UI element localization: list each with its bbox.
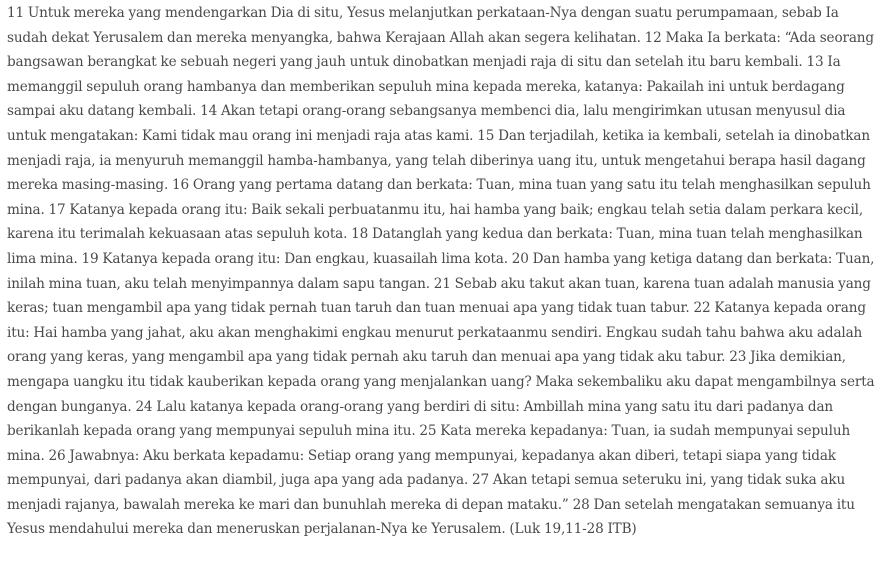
- verse-number: 11: [7, 5, 24, 21]
- verse-text: Katanya kepada orang itu: Dan engkau, kuasailah lima kota.: [102, 250, 508, 267]
- verse-number: 16: [172, 177, 190, 194]
- verse-number: 22: [693, 300, 711, 317]
- verse-number: 15: [477, 127, 495, 144]
- verse-number: 24: [135, 398, 153, 415]
- verse-number: 20: [511, 250, 529, 267]
- verse-text: Untuk mereka yang mendengarkan Dia di situ, Yesus melanjutkan perkataan-Nya dengan suatu perumpamaan, sebab Ia sudah dekat Yerusalem dan mereka menyangka, bahwa Kerajaan Allah akan segera kelihatan.: [7, 5, 839, 46]
- verse-text: Kata mereka kepadanya: Tuan, ia sudah mempunyai sepuluh mina.: [7, 423, 851, 464]
- verse-number: 23: [729, 349, 747, 366]
- verse-number: 18: [351, 226, 369, 243]
- verse-text: Akan tetapi orang-orang sebangsanya membenci dia, lalu mengirimkan utusan menyusul dia untuk mengatakan: Kami tidak mau orang ini menjadi raja atas kami.: [7, 103, 846, 144]
- verse-number: 26: [48, 447, 66, 464]
- verse-text: Dan setelah mengatakan semuanya itu Yesus mendahului mereka dan meneruskan perjalanan-Nya ke Yerusalem.: [7, 496, 855, 538]
- verse-text: Maka Ia berkata: “Ada seorang bangsawan berangkat ke sebuah negeri yang jauh untuk dinobatkan menjadi raja di situ dan setelah itu baru kembali.: [7, 29, 874, 71]
- verse-text: Dan hamba yang ketiga datang dan berkata: Tuan, inilah mina tuan, aku telah menyimpannya dalam sapu tangan.: [7, 250, 875, 292]
- verse-text: Dan terjadilah, ketika ia kembali, setelah ia dinobatkan menjadi raja, ia menyuruh memanggil hamba-hambanya, yang telah diberinya uang itu, untuk mengetahui berapa hasil dagang mereka masing-masing.: [7, 127, 870, 194]
- verse-number: 28: [572, 496, 590, 513]
- verse-text: Katanya kepada orang itu: Baik sekali perbuatanmu itu, hai hamba yang baik; engkau telah setia dalam perkara kecil, karena itu terimalah kekuasaan atas sepuluh kota.: [7, 201, 864, 243]
- verse-text: Sebab aku takut akan tuan, karena tuan adalah manusia yang keras; tuan mengambil apa yang tidak pernah tuan taruh dan tuan menuai apa yang tidak tuan tabur.: [7, 275, 871, 317]
- verse-text: Lalu katanya kepada orang-orang yang berdiri di situ: Ambillah mina yang satu itu dari padanya dan berikanlah kepada orang yang mempunyai sepuluh mina itu.: [7, 398, 834, 440]
- verse-text: Katanya kepada orang itu: Hai hamba yang jahat, aku akan menghakimi engkau menurut perkataanmu sendiri. Engkau sudah tahu bahwa aku adalah orang yang keras, yang mengambil apa yang tidak pernah aku taruh dan menuai apa yang tidak aku tabur.: [7, 300, 866, 366]
- citation: (Luk 19,11-28 ITB): [509, 521, 637, 538]
- verse-text: Jawabnya: Aku berkata kepadamu: Setiap orang yang mempunyai, kepadanya akan diberi, tetapi siapa yang tidak mempunyai, dari padanya akan diambil, juga apa yang ada padanya.: [7, 447, 836, 489]
- verse-text: Orang yang pertama datang dan berkata: Tuan, mina tuan yang satu itu telah menghasilkan sepuluh mina.: [7, 177, 871, 218]
- verse-number: 21: [433, 275, 451, 292]
- verse-number: 13: [806, 54, 824, 71]
- verse-number: 25: [419, 423, 437, 440]
- verse-number: 12: [644, 29, 662, 46]
- verse-number: 19: [81, 250, 99, 267]
- verse-number: 27: [472, 472, 490, 489]
- verse-number: 14: [200, 103, 218, 120]
- verse-text: Jika demikian, mengapa uangku itu tidak kauberikan kepada orang yang menjalankan uang? Maka sekembaliku aku dapat mengambilnya serta dengan bunganya.: [7, 349, 875, 415]
- verse-text: Akan tetapi semua seteruku ini, yang tidak suka aku menjadi rajanya, bawalah mereka ke mari dan bunuhlah mereka di depan mataku.”: [7, 472, 846, 513]
- verse-text: Datanglah yang kedua dan berkata: Tuan, mina tuan telah menghasilkan lima mina.: [7, 226, 863, 267]
- verse-text: Ia memanggil sepuluh orang hambanya dan memberikan sepuluh mina kepada mereka, katanya: Pakailah ini untuk berdagang sampai aku datang kembali.: [7, 54, 845, 120]
- verse-number: 17: [48, 201, 66, 218]
